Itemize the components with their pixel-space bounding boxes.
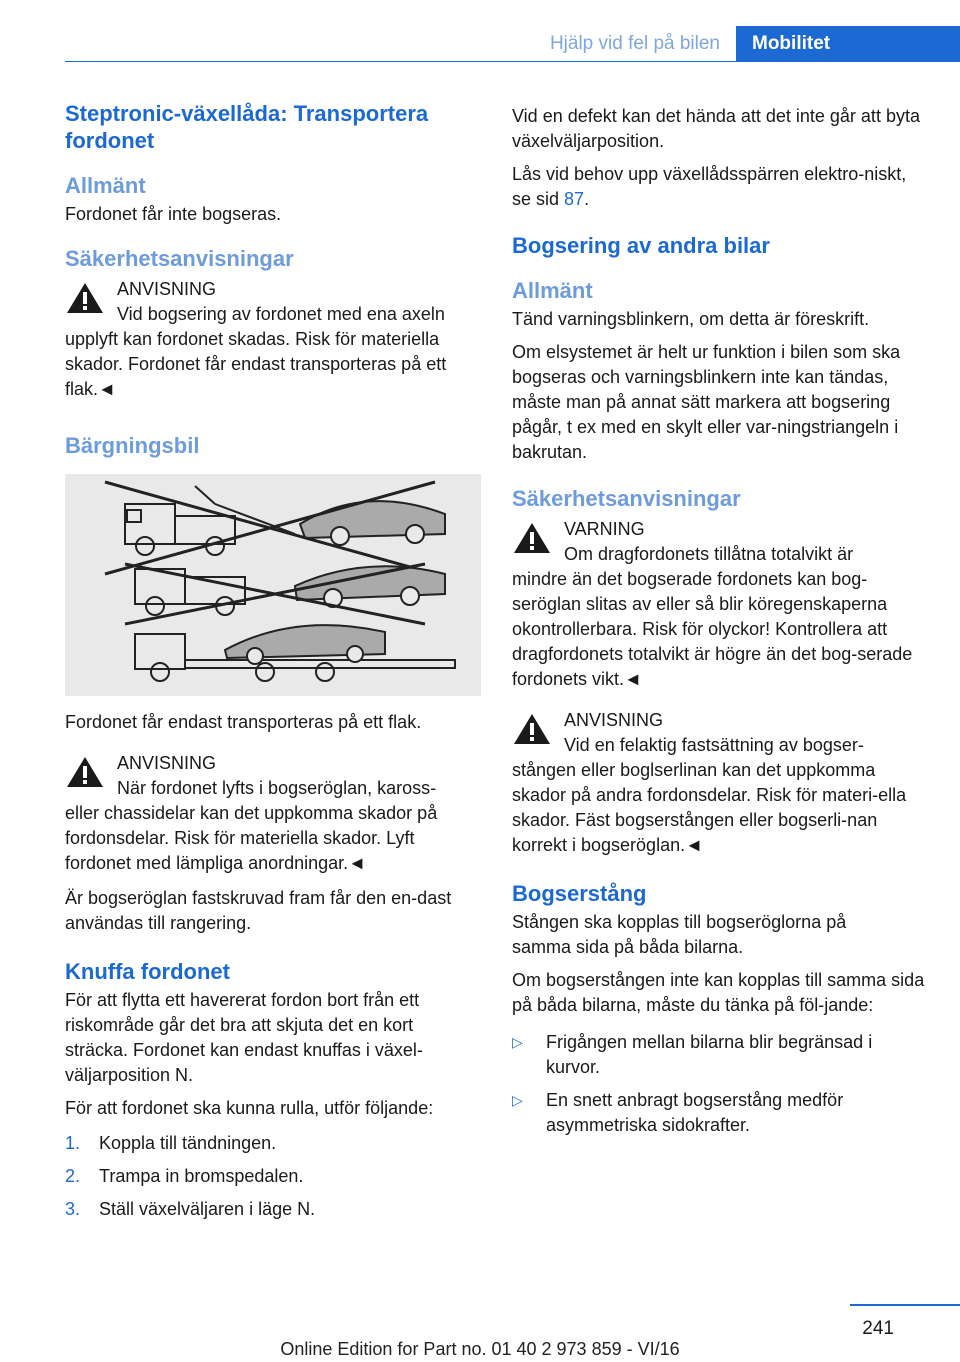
warning-triangle-icon xyxy=(512,712,552,746)
header-rule xyxy=(65,61,960,62)
section-title-transport: Steptronic-växellåda: Transportera fordonet xyxy=(65,101,429,153)
unlock-text: Lås vid behov upp växellådsspärren elektro-niskt, se sid 87. xyxy=(512,164,907,209)
edition-footer: Online Edition for Part no. 01 40 2 973 859 - VI/16 xyxy=(280,1339,680,1359)
section-tab[interactable]: Hjälp vid fel på bilen xyxy=(549,33,720,54)
general-text-1: Tänd varningsblinkern, om detta är föreskrift. xyxy=(512,309,870,329)
heading-safety: Säkerhetsanvisningar xyxy=(65,246,294,271)
warning-triangle-icon xyxy=(512,521,552,555)
tow-bar-text-1: Stången ska kopplas till bogseröglorna på samma sida på båda bilarna. xyxy=(512,912,847,957)
heading-tow-truck: Bärgningsbil xyxy=(65,433,200,458)
list-item: 2. Trampa in bromspedalen. xyxy=(65,1166,304,1186)
push-steps-list xyxy=(65,1131,481,1222)
notice-first-line: Vid en felaktig fastsättning av bogser- xyxy=(564,735,864,755)
warning-triangle-icon xyxy=(65,281,105,315)
tow-eye-text: Är bogseröglan fastskruvad fram får den en-dast användas till rangering. xyxy=(65,888,452,933)
notice-text: upplyft kan fordonet skadas. Risk för materiella skador. Fordonet får endast transporteras på ett flak.◄ xyxy=(65,329,447,399)
chapter-tab[interactable]: Mobilitet xyxy=(736,26,960,62)
tow-truck-drawing xyxy=(65,474,481,696)
warning-label: VARNING xyxy=(564,519,645,539)
heading-tow-bar: Bogserstång xyxy=(512,881,647,906)
notice-text: stången eller boglserlinan kan det uppkomma skador på andra fordonsdelar. Risk för materi-ella skador. Fäst bogserstången eller bogserli-nan korrekt i bogseröglan.◄ xyxy=(512,760,907,855)
left-column xyxy=(65,100,481,1230)
general-text-2: Om elsystemet är helt ur funktion i bilen som ska bogseras och varningsblinkern inte kan tändas, måste man på annat sätt markera att bogsering pågår, t ex med en skylt eller var-ningstriangeln i bakrutan. xyxy=(512,342,901,462)
notice-box-3 xyxy=(512,708,930,858)
warning-triangle-icon xyxy=(65,755,105,789)
section-title-tow-others: Bogsering av andra bilar xyxy=(512,233,770,258)
page-link-87[interactable]: 87 xyxy=(564,189,585,209)
notice-text: eller chassidelar kan det uppkomma skador på fordonsdelar. Risk för materiella skador. Lyft fordonet med lämpliga anordningar.◄ xyxy=(65,803,438,873)
bullet-triangle-icon: ▷ xyxy=(512,1034,523,1050)
heading-general: Allmänt xyxy=(65,173,146,198)
notice-first-line: Vid bogsering av fordonet med ena axeln xyxy=(117,304,445,324)
notice-label: ANVISNING xyxy=(564,710,664,730)
notice-box-1 xyxy=(65,277,481,402)
warning-text: mindre än det bogserade fordonets kan bog-seröglan slitas av eller så blir köregenskaperna okontrollerbara. Risk för olyckor! Kontrollera att dragfordonets totalvikt är högre än det bog-serade fordonets vikt.◄ xyxy=(512,569,913,689)
push-text-2: För att fordonet ska kunna rulla, utför följande: xyxy=(65,1098,434,1118)
defect-text: Vid en defekt kan det hända att det inte går att byta växelväljarposition. xyxy=(512,106,920,151)
notice-label: ANVISNING xyxy=(117,279,217,299)
page-header xyxy=(0,0,960,62)
list-item: ▷ En snett anbragt bogserstång medför asymmetriska sidokrafter. xyxy=(512,1090,844,1135)
notice-box-2 xyxy=(65,751,481,876)
warning-box xyxy=(512,517,930,692)
list-item: ▷ Frigången mellan bilarna blir begränsad i kurvor. xyxy=(512,1032,873,1077)
list-item: 1. Koppla till tändningen. xyxy=(65,1133,277,1153)
tow-bar-text-2: Om bogserstången inte kan kopplas till samma sida på båda bilarna, måste du tänka på föl-jande: xyxy=(512,970,925,1015)
warning-first-line: Om dragfordonets tillåtna totalvikt är xyxy=(564,544,854,564)
tow-bar-bullets xyxy=(512,1030,930,1138)
page-number: 241 xyxy=(862,1318,894,1339)
general-text: Fordonet får inte bogseras. xyxy=(65,204,282,224)
heading-general: Allmänt xyxy=(512,278,593,303)
figure-caption: Fordonet får endast transporteras på ett flak. xyxy=(65,712,422,732)
footer-rule xyxy=(850,1304,960,1306)
heading-safety: Säkerhetsanvisningar xyxy=(512,486,741,511)
tow-truck-illustration xyxy=(65,474,481,696)
heading-push-vehicle: Knuffa fordonet xyxy=(65,959,230,984)
notice-label: ANVISNING xyxy=(117,753,217,773)
list-item: 3. Ställ växelväljaren i läge N. xyxy=(65,1199,316,1219)
notice-first-line: När fordonet lyfts i bogseröglan, kaross- xyxy=(117,778,437,798)
bullet-triangle-icon: ▷ xyxy=(512,1092,523,1108)
right-column xyxy=(512,104,930,1146)
push-text-1: För att flytta ett havererat fordon bort från ett riskområde går det bra att skjuta det en kort sträcka. Fordonet kan endast knuffas i växel-väljarposition N. xyxy=(65,990,423,1085)
